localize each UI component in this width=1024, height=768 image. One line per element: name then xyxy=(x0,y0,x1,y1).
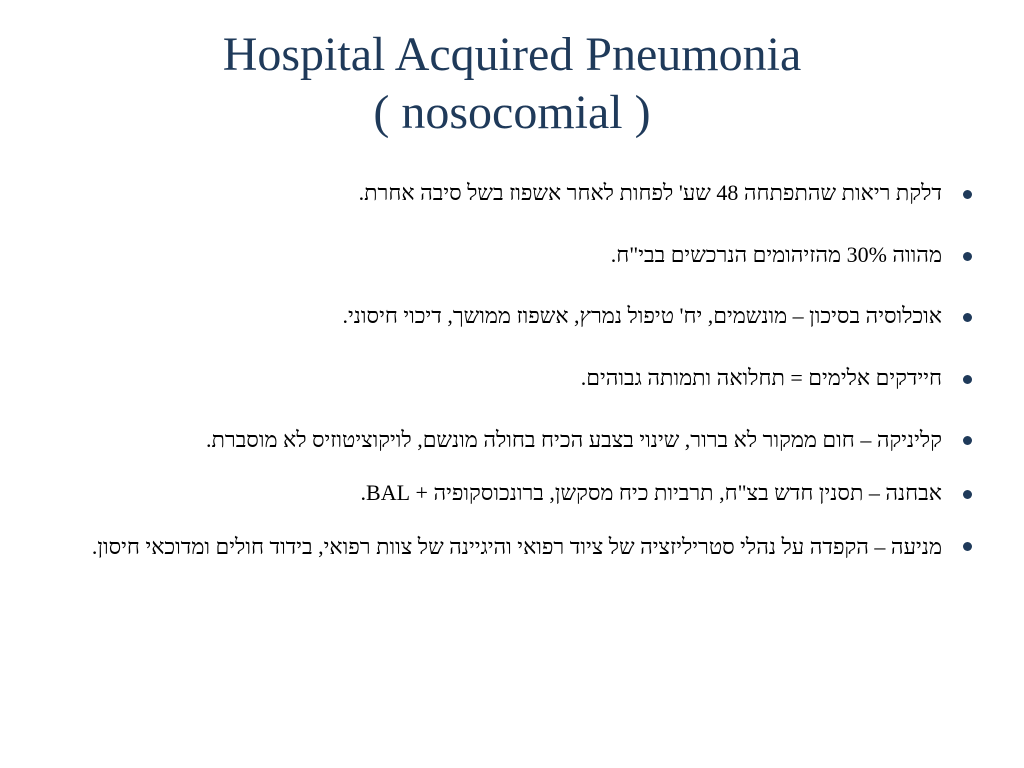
bullet-dot-icon xyxy=(963,252,972,261)
bullet-item xyxy=(50,412,980,468)
bullet-item xyxy=(50,520,980,574)
bullet-dot-icon xyxy=(963,436,972,445)
bullet-text: אבחנה – תסנין חדש בצ"ח, תרביות כיח מסקשן, ברונכוסקופיה + BAL. xyxy=(360,480,942,505)
bullet-item xyxy=(50,240,980,270)
bullet-dot-icon xyxy=(963,490,972,499)
bullet-item xyxy=(50,478,980,508)
bullet-item xyxy=(50,178,980,208)
bullet-dot-icon xyxy=(963,542,972,551)
bullet-item xyxy=(50,363,980,393)
title-line-2: ( nosocomial ) xyxy=(373,86,651,139)
bullet-text: דלקת ריאות שהתפתחה 48 שע' לפחות לאחר אשפוז בשל סיבה אחרת. xyxy=(358,180,942,205)
bullet-dot-icon xyxy=(963,313,972,322)
bullet-text: מהווה 30% מהזיהומים הנרכשים בבי"ח. xyxy=(610,242,942,267)
bullet-item xyxy=(50,301,980,331)
bullet-dot-icon xyxy=(963,190,972,199)
bullet-text: קליניקה – חום ממקור לא ברור, שינוי בצבע הכיח בחולה מונשם, לויקוציטוזיס לא מוסברת. xyxy=(205,427,942,452)
bullet-text: מניעה – הקפדה על נהלי סטריליזציה של ציוד רפואי והיגיינה של צוות רפואי, בידוד חולים ומדוכאי חיסון. xyxy=(91,534,942,559)
bullet-text: אוכלוסיה בסיכון – מונשמים, יח' טיפול נמרץ, אשפוז ממושך, דיכוי חיסוני. xyxy=(342,303,942,328)
bullet-dot-icon xyxy=(963,375,972,384)
title-line-1: Hospital Acquired Pneumonia xyxy=(222,28,802,81)
bullet-text: חיידקים אלימים = תחלואה ותמותה גבוהים. xyxy=(580,365,942,390)
slide-title xyxy=(0,26,1024,142)
bullet-list xyxy=(50,178,980,574)
